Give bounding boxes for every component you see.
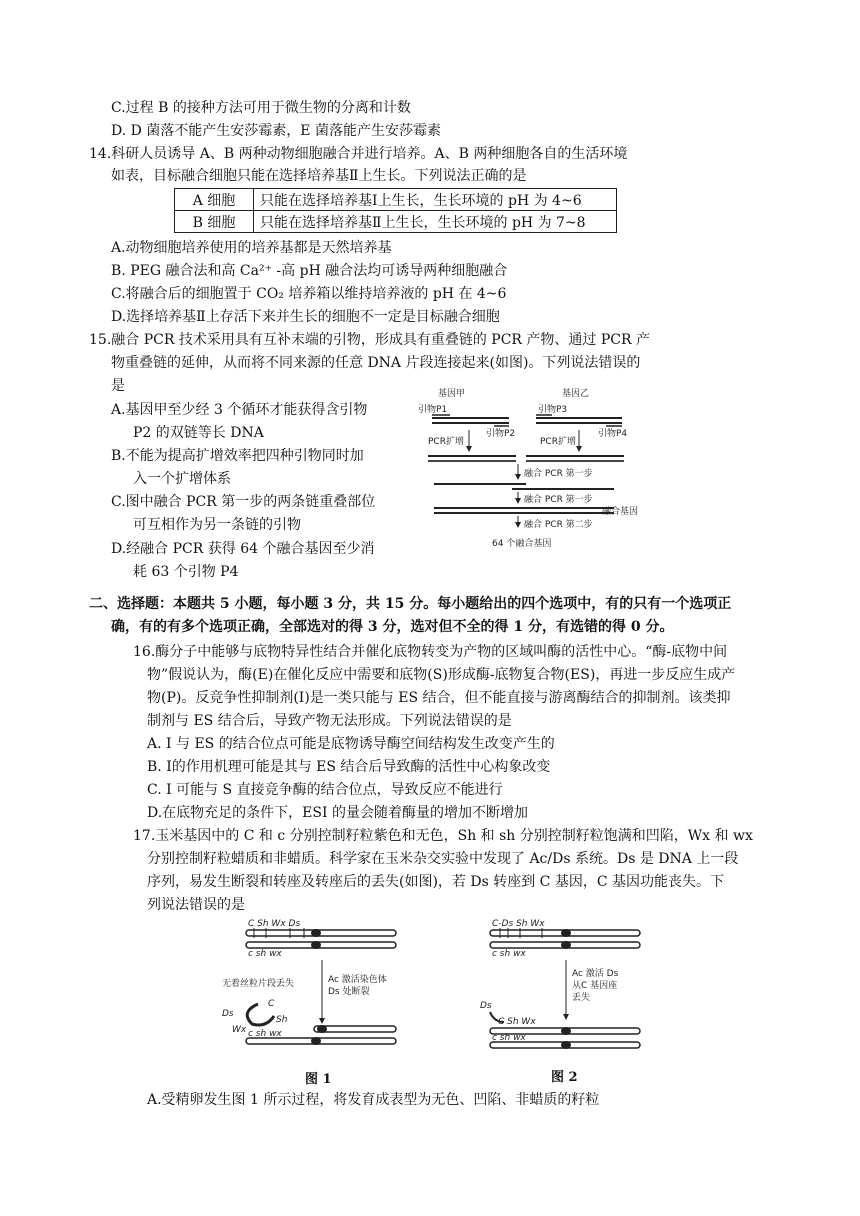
q16-stem-line3: 物(P)。反竞争性抑制剂(I)是一类只能与 ES 结合，但不能直接与游离酶结合的抑制剂。该类抑 [147, 690, 731, 706]
q13-option-c: C.过程 B 的接种方法可用于微生物的分离和计数 [111, 100, 411, 116]
q17-stem-line4: 列说法错误的是 [147, 897, 245, 913]
figure-1-caption: 图 1 [305, 1072, 332, 1087]
fig2-note1: Ac 激活 Ds [572, 969, 619, 979]
q15-option-b-line1: B.不能为提高扩增效率把四种引物同时加 [111, 448, 364, 464]
q16-option-c: C. I 可能与 S 直接竞争酶的结合位点，导致反应不能进行 [147, 782, 503, 798]
q15-option-d-line1: D.经融合 PCR 获得 64 个融合基因至少消 [111, 541, 375, 557]
figure-2-chromosome [478, 916, 654, 1066]
q16-stem-line1: 16.酶分子中能够与底物特异性结合并催化底物转变为产物的区域叫酶的活性中心。“酶-底物中间 [133, 644, 728, 660]
gene-a-label: 基因甲 [438, 389, 466, 399]
q16-option-a: A. I 与 ES 的结合位点可能是底物诱导酶空间结构发生改变产生的 [147, 736, 555, 752]
fig1-frag-c: C [268, 999, 275, 1009]
fusion-step1-label: 融合 PCR 第一步 [524, 469, 593, 479]
fig2-mid-labels: C Sh Wx [498, 1017, 536, 1027]
table-cell-name: B 细胞 [175, 211, 254, 233]
fig2-note2: 从C 基因座 [572, 981, 618, 991]
fig1-bottom-labels: c sh wx [248, 949, 282, 959]
q17-stem-line3: 序列，易发生断裂和转座及转座后的丢失(如图)，若 Ds 转座到 C 基因，C 基因功能丧失。下 [147, 874, 725, 890]
q15-option-d-line2: 耗 63 个引物 P4 [133, 564, 239, 580]
fig1-frag-sh: Sh [276, 1015, 288, 1025]
result-label: 64 个融合基因 [492, 539, 552, 549]
q15-stem-line1: 15.融合 PCR 技术采用具有互补末端的引物，形成具有重叠链的 PCR 产物、通过 PCR 产 [89, 332, 650, 348]
table-cell-desc: 只能在选择培养基Ⅱ上生长，生长环境的 pH 为 7~8 [254, 211, 617, 233]
q17-stem-line2: 分别控制籽粒蜡质和非蜡质。科学家在玉米杂交实验中发现了 Ac/Ds 系统。Ds 是 DNA 上一段 [147, 851, 739, 867]
fig2-note3: 丢失 [572, 993, 591, 1003]
fig2-ds-label: Ds [480, 1001, 492, 1011]
table-row [175, 211, 617, 233]
figure-2-caption: 图 2 [551, 1070, 578, 1085]
fused-gene-label: 融合基因 [602, 507, 639, 517]
q15-stem-line3: 是 [111, 378, 125, 394]
table-row [175, 189, 617, 211]
q17-option-a: A.受精卵发生图 1 所示过程，将发育成表型为无色、凹陷、非蜡质的籽粒 [147, 1092, 600, 1108]
fig1-top-labels: C Sh Wx Ds [248, 919, 301, 929]
q15-option-c-line2: 可互相作为另一条链的引物 [133, 517, 301, 533]
q14-option-b: B. PEG 融合法和高 Ca²⁺ -高 pH 融合法均可诱导两种细胞融合 [111, 263, 508, 279]
q16-stem-line4: 制剂与 ES 结合后，导致产物无法形成。下列说法错误的是 [147, 713, 512, 729]
q15-option-b-line2: 入一个扩增体系 [133, 471, 231, 487]
q15-stem-line2: 物重叠链的延伸，从而将不同来源的任意 DNA 片段连接起来(如图)。下列说法错误的 [111, 355, 641, 371]
fig1-note2: Ds 处断裂 [328, 987, 370, 997]
q14-option-d: D.选择培养基Ⅱ上存活下来并生长的细胞不一定是目标融合细胞 [111, 309, 500, 325]
primer-p4-label: 引物P4 [598, 429, 628, 439]
fig1-lost-fragment: 无着丝粒片段丢失 [222, 979, 295, 989]
fig2-bottom-labels: c sh wx [492, 949, 526, 959]
q16-stem-line2: 物”假说认为，酶(E)在催化反应中需要和底物(S)形成酶-底物复合物(ES)，再进一步反应生成产 [147, 667, 736, 683]
q15-option-c-line1: C.图中融合 PCR 第一步的两条链重叠部位 [111, 494, 376, 510]
table-cell-desc: 只能在选择培养基Ⅰ上生长，生长环境的 pH 为 4~6 [254, 189, 617, 211]
fusion-pcr-figure [414, 384, 640, 556]
gene-b-label: 基因乙 [562, 389, 590, 399]
q16-option-b: B. Ⅰ的作用机理可能是其与 ES 结合后导致酶的活性中心构象改变 [147, 759, 551, 775]
q17-stem-line1: 17.玉米基因中的 C 和 c 分别控制籽粒紫色和无色，Sh 和 sh 分别控制籽粒饱满和凹陷，Wx 和 wx [133, 828, 753, 844]
q14-stem-line2: 如表，目标融合细胞只能在选择培养基Ⅱ上生长。下列说法正确的是 [111, 168, 527, 184]
fig2-top-labels: C-Ds Sh Wx [492, 919, 545, 929]
q16-option-d: D.在底物充足的条件下，ESI 的量会随着酶量的增加不断增加 [147, 805, 528, 821]
q14-cell-table [174, 188, 617, 233]
q14-stem-line1: 14.科研人员诱导 A、B 两种动物细胞融合并进行培养。A、B 两种细胞各自的生活环境 [89, 146, 628, 162]
pcr-amp-label-a: PCR扩增 [428, 437, 464, 447]
q14-option-a: A.动物细胞培养使用的培养基都是天然培养基 [111, 240, 392, 256]
q14-option-c: C.将融合后的细胞置于 CO₂ 培养箱以维持培养液的 pH 在 4~6 [111, 286, 507, 302]
primer-p2-label: 引物P2 [486, 429, 516, 439]
fusion-step2a-label: 融合 PCR 第一步 [524, 495, 593, 505]
primer-p3-label: 引物P3 [538, 405, 568, 415]
table-cell-name: A 细胞 [175, 189, 254, 211]
section2-heading-line1: 二、选择题：本题共 5 小题，每小题 3 分，共 15 分。每小题给出的四个选项中，有的只有一个选项正 [89, 596, 732, 612]
fig1-note1: Ac 激活染色体 [328, 975, 387, 985]
q15-option-a-line1: A.基因甲至少经 3 个循环才能获得含引物 [111, 402, 368, 418]
pcr-amp-label-b: PCR扩增 [540, 437, 576, 447]
q15-option-a-line2: P2 的双链等长 DNA [133, 425, 264, 441]
fig1-frag-wx: Wx [232, 1025, 247, 1035]
primer-p1-label: 引物P1 [418, 405, 448, 415]
fusion-step2-label: 融合 PCR 第二步 [524, 520, 593, 530]
q13-option-d: D. D 菌落不能产生安莎霉素，E 菌落能产生安莎霉素 [111, 123, 441, 139]
fig2-low-labels: c sh wx [492, 1033, 526, 1043]
section2-heading-line2: 确，有的有多个选项正确，全部选对的得 3 分，选对但不全的得 1 分，有选错的得 0 分。 [111, 619, 674, 635]
fig1-frag-ds: Ds [222, 1009, 234, 1019]
figure-1-chromosome [218, 916, 404, 1066]
fig1-low-labels: c sh wx [248, 1029, 282, 1039]
